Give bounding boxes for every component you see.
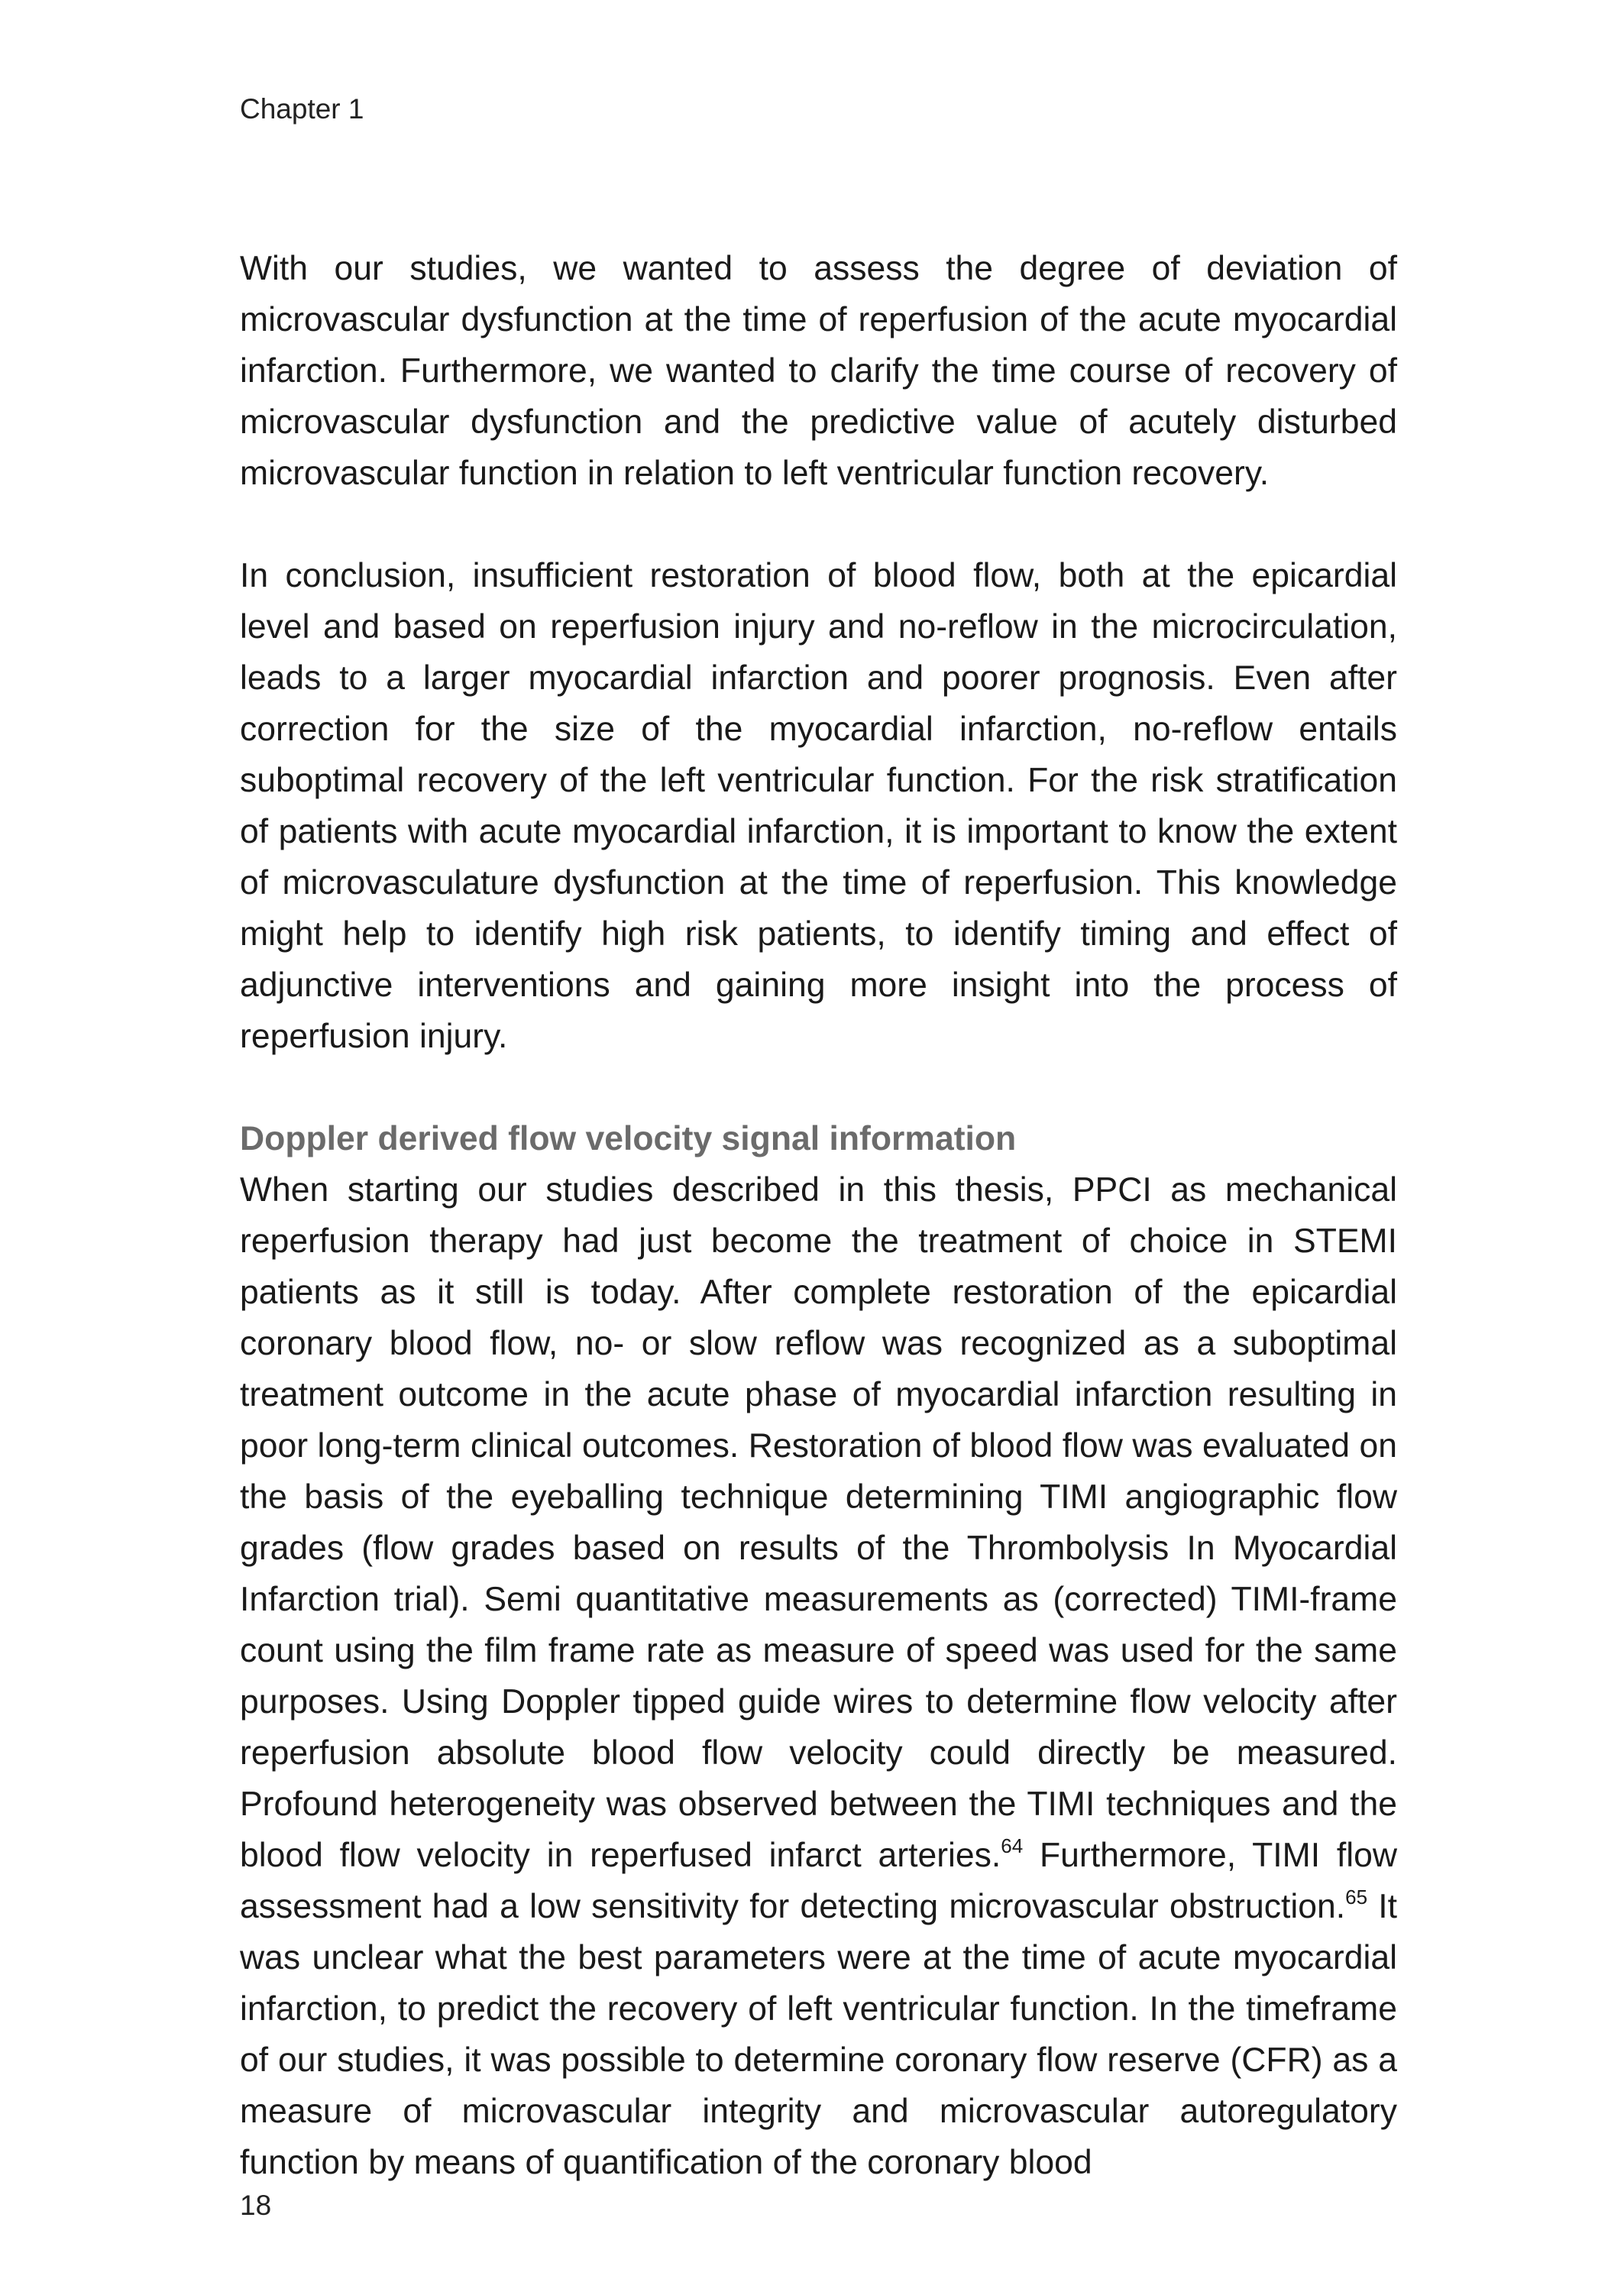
reference-superscript: 64 [1001,1834,1024,1857]
page-number: 18 [240,2190,272,2221]
paragraph-study-aims: With our studies, we wanted to assess the degree of deviation of microvascular dysfunction at the time of reperfusion of the acute myocardial infarction. Furthermore, we wanted to clarify the time course of recovery of microvascular dysfunction and the predictive value of acutely disturbed microvascular function in relation to left ventricular function recovery. [240,250,1397,492]
paragraph-conclusion: In conclusion, insufficient restoration of blood flow, both at the epicardial level and based on reperfusion injury and no-reflow in the microcirculation, leads to a larger myocardial infarction and poorer prognosis. Even after correction for the size of the myocardial infarction, no-reflow entails suboptimal recovery of the left ventricular function. For the risk stratification of patients with acute myocardial infarction, it is important to know the extent of microvasculature dysfunction at the time of reperfusion. This knowledge might help to identify high risk patients, to identify timing and effect of adjunctive interventions and gaining more insight into the process of reperfusion injury. [240,557,1397,1055]
reference-superscript: 65 [1345,1886,1368,1908]
paragraph-doppler [240,1164,1397,2188]
paragraph-text: When starting our studies described in this thesis, PPCI as mechanical reperfusion therapy had just become the treatment of choice in STEMI patients as it still is today. After complete restoration of the epicardial coronary blood flow, no- or slow reflow was recognized as a suboptimal treatment outcome in the acute phase of myocardial infarction resulting in poor long-term clinical outcomes. Restoration of blood flow was evaluated on the basis of the eyeballing technique determining TIMI angiographic flow grades (flow grades based on results of the Thrombolysis In Myocardial Infarction trial). Semi quantitative measurements as (corrected) TIMI-frame count using the film frame rate as measure of speed was used for the same purposes. Using Doppler tipped guide wires to determine flow velocity after reperfusion absolute blood flow velocity could directly be measured. Profound heterogeneity was observed between the TIMI techniques and the blood flow velocity in reperfused infarct arteries. [240,1171,1397,1874]
paragraph-text: It was unclear what the best parameters were at the time of acute myocardial infarction, to predict the recovery of left ventricular function. In the timeframe of our studies, it was possible to determine coronary flow reserve (CFR) as a measure of microvascular integrity and microvascular autoregulatory function by means of quantification of the coronary blood [240,1888,1398,2181]
section-heading: Doppler derived flow velocity signal information [240,1120,1017,1157]
page-body [240,243,1397,2188]
running-head: Chapter 1 [240,93,364,125]
paragraph-text: Furthermore, TIMI flow assessment had a low sensitivity for detecting microvascular obstruction. [240,1837,1397,1925]
